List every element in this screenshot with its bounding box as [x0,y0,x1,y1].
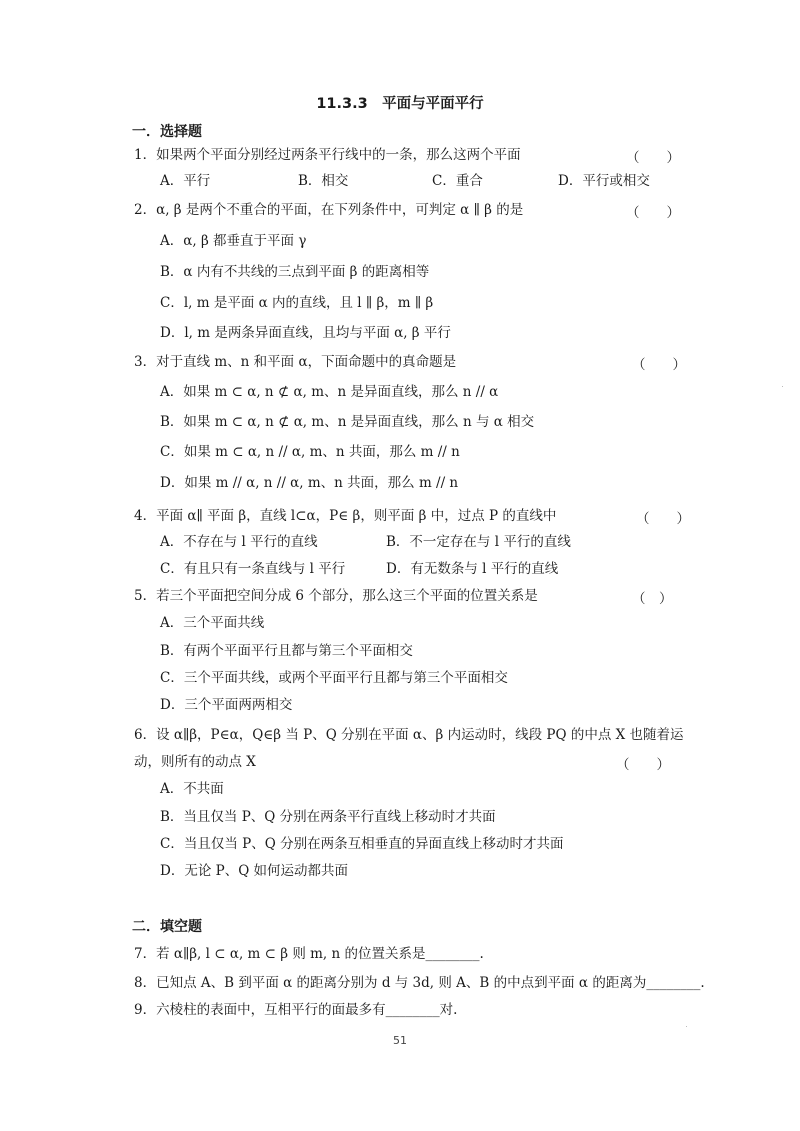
question-4-stem: 4．平面 α∥ 平面 β，直线 l⊂α，P∈ β，则平面 β 中，过点 P 的直线中 [134,508,557,524]
question-1-option-a: A．平行 [160,173,211,189]
question-5-option-a: A．三个平面共线 [160,615,265,631]
question-4-option-d: D．有无数条与 l 平行的直线 [386,561,559,577]
scan-speck [782,386,783,387]
question-3-option-d: D．如果 m // α, n // α, m、n 共面，那么 m // n [160,475,459,491]
question-6-option-c: C．当且仅当 P、Q 分别在两条互相垂直的异面直线上移动时才共面 [160,836,564,852]
question-1-option-c: C．重合 [432,173,483,189]
question-1-option-d: D．平行或相交 [558,173,650,189]
question-9: 9．六棱柱的表面中，互相平行的面最多有________对. [134,1002,458,1018]
question-5-stem: 5．若三个平面把空间分成 6 个部分，那么这三个平面的位置关系是 [134,588,538,604]
section-heading-fill: 二．填空题 [132,919,202,935]
question-1-answer-paren: （ ） [626,150,680,166]
question-6-option-a: A．不共面 [160,781,224,797]
question-7: 7．若 α∥β, l ⊂ α, m ⊂ β 则 m, n 的位置关系是________. [134,946,484,962]
question-3-answer-paren: （ ） [632,357,686,373]
question-2-option-c: C．l, m 是平面 α 内的直线，且 l ∥ β，m ∥ β [160,295,434,311]
question-3-option-c: C．如果 m ⊂ α, n // α, m、n 共面，那么 m // n [160,444,460,460]
question-5-option-d: D．三个平面两两相交 [160,697,293,713]
question-6-stem-line-1: 6．设 α∥β，P∈α，Q∈β 当 P、Q 分别在平面 α、β 内运动时，线段 PQ 的中点 X 也随着运 [134,727,684,743]
question-3-option-b: B．如果 m ⊂ α, n ⊄ α, m、n 是异面直线，那么 n 与 α 相交 [160,414,535,430]
page-number: 51 [393,1034,407,1047]
question-3-option-a: A．如果 m ⊂ α, n ⊄ α, m、n 是异面直线，那么 n // α [160,384,499,400]
question-2-stem: 2．α, β 是两个不重合的平面，在下列条件中，可判定 α ∥ β 的是 [134,202,524,218]
question-4-option-b: B．不一定存在与 l 平行的直线 [386,534,571,550]
question-3-stem: 3．对于直线 m、n 和平面 α，下面命题中的真命题是 [134,354,457,370]
scan-speck [686,1026,687,1027]
question-1-stem: 1．如果两个平面分别经过两条平行线中的一条，那么这两个平面 [134,147,521,163]
question-6-stem-line-2: 动，则所有的动点 X [134,754,256,770]
question-5-option-c: C．三个平面共线，或两个平面平行且都与第三个平面相交 [160,670,508,686]
question-6-answer-paren: （ ） [616,757,670,773]
question-5-option-b: B．有两个平面平行且都与第三个平面相交 [160,643,413,659]
question-6-option-d: D．无论 P、Q 如何运动都共面 [160,863,349,879]
question-4-answer-paren: （ ） [636,511,690,527]
page-title: 11.3.3 平面与平面平行 [316,96,484,112]
question-2-option-a: A．α, β 都垂直于平面 γ [160,233,307,249]
question-2-option-d: D．l, m 是两条异面直线，且均与平面 α, β 平行 [160,325,451,341]
section-heading-choice: 一．选择题 [132,124,202,140]
question-1-option-b: B．相交 [298,173,349,189]
question-2-option-b: B．α 内有不共线的三点到平面 β 的距离相等 [160,264,430,280]
question-4-option-c: C．有且只有一条直线与 l 平行 [160,561,346,577]
question-2-answer-paren: （ ） [626,205,680,221]
question-6-option-b: B．当且仅当 P、Q 分别在两条平行直线上移动时才共面 [160,809,496,825]
question-8: 8．已知点 A、B 到平面 α 的距离分别为 d 与 3d, 则 A、B 的中点到平面 α 的距离为________. [134,975,705,991]
question-5-answer-paren: （ ） [632,591,673,607]
question-4-option-a: A．不存在与 l 平行的直线 [160,534,318,550]
